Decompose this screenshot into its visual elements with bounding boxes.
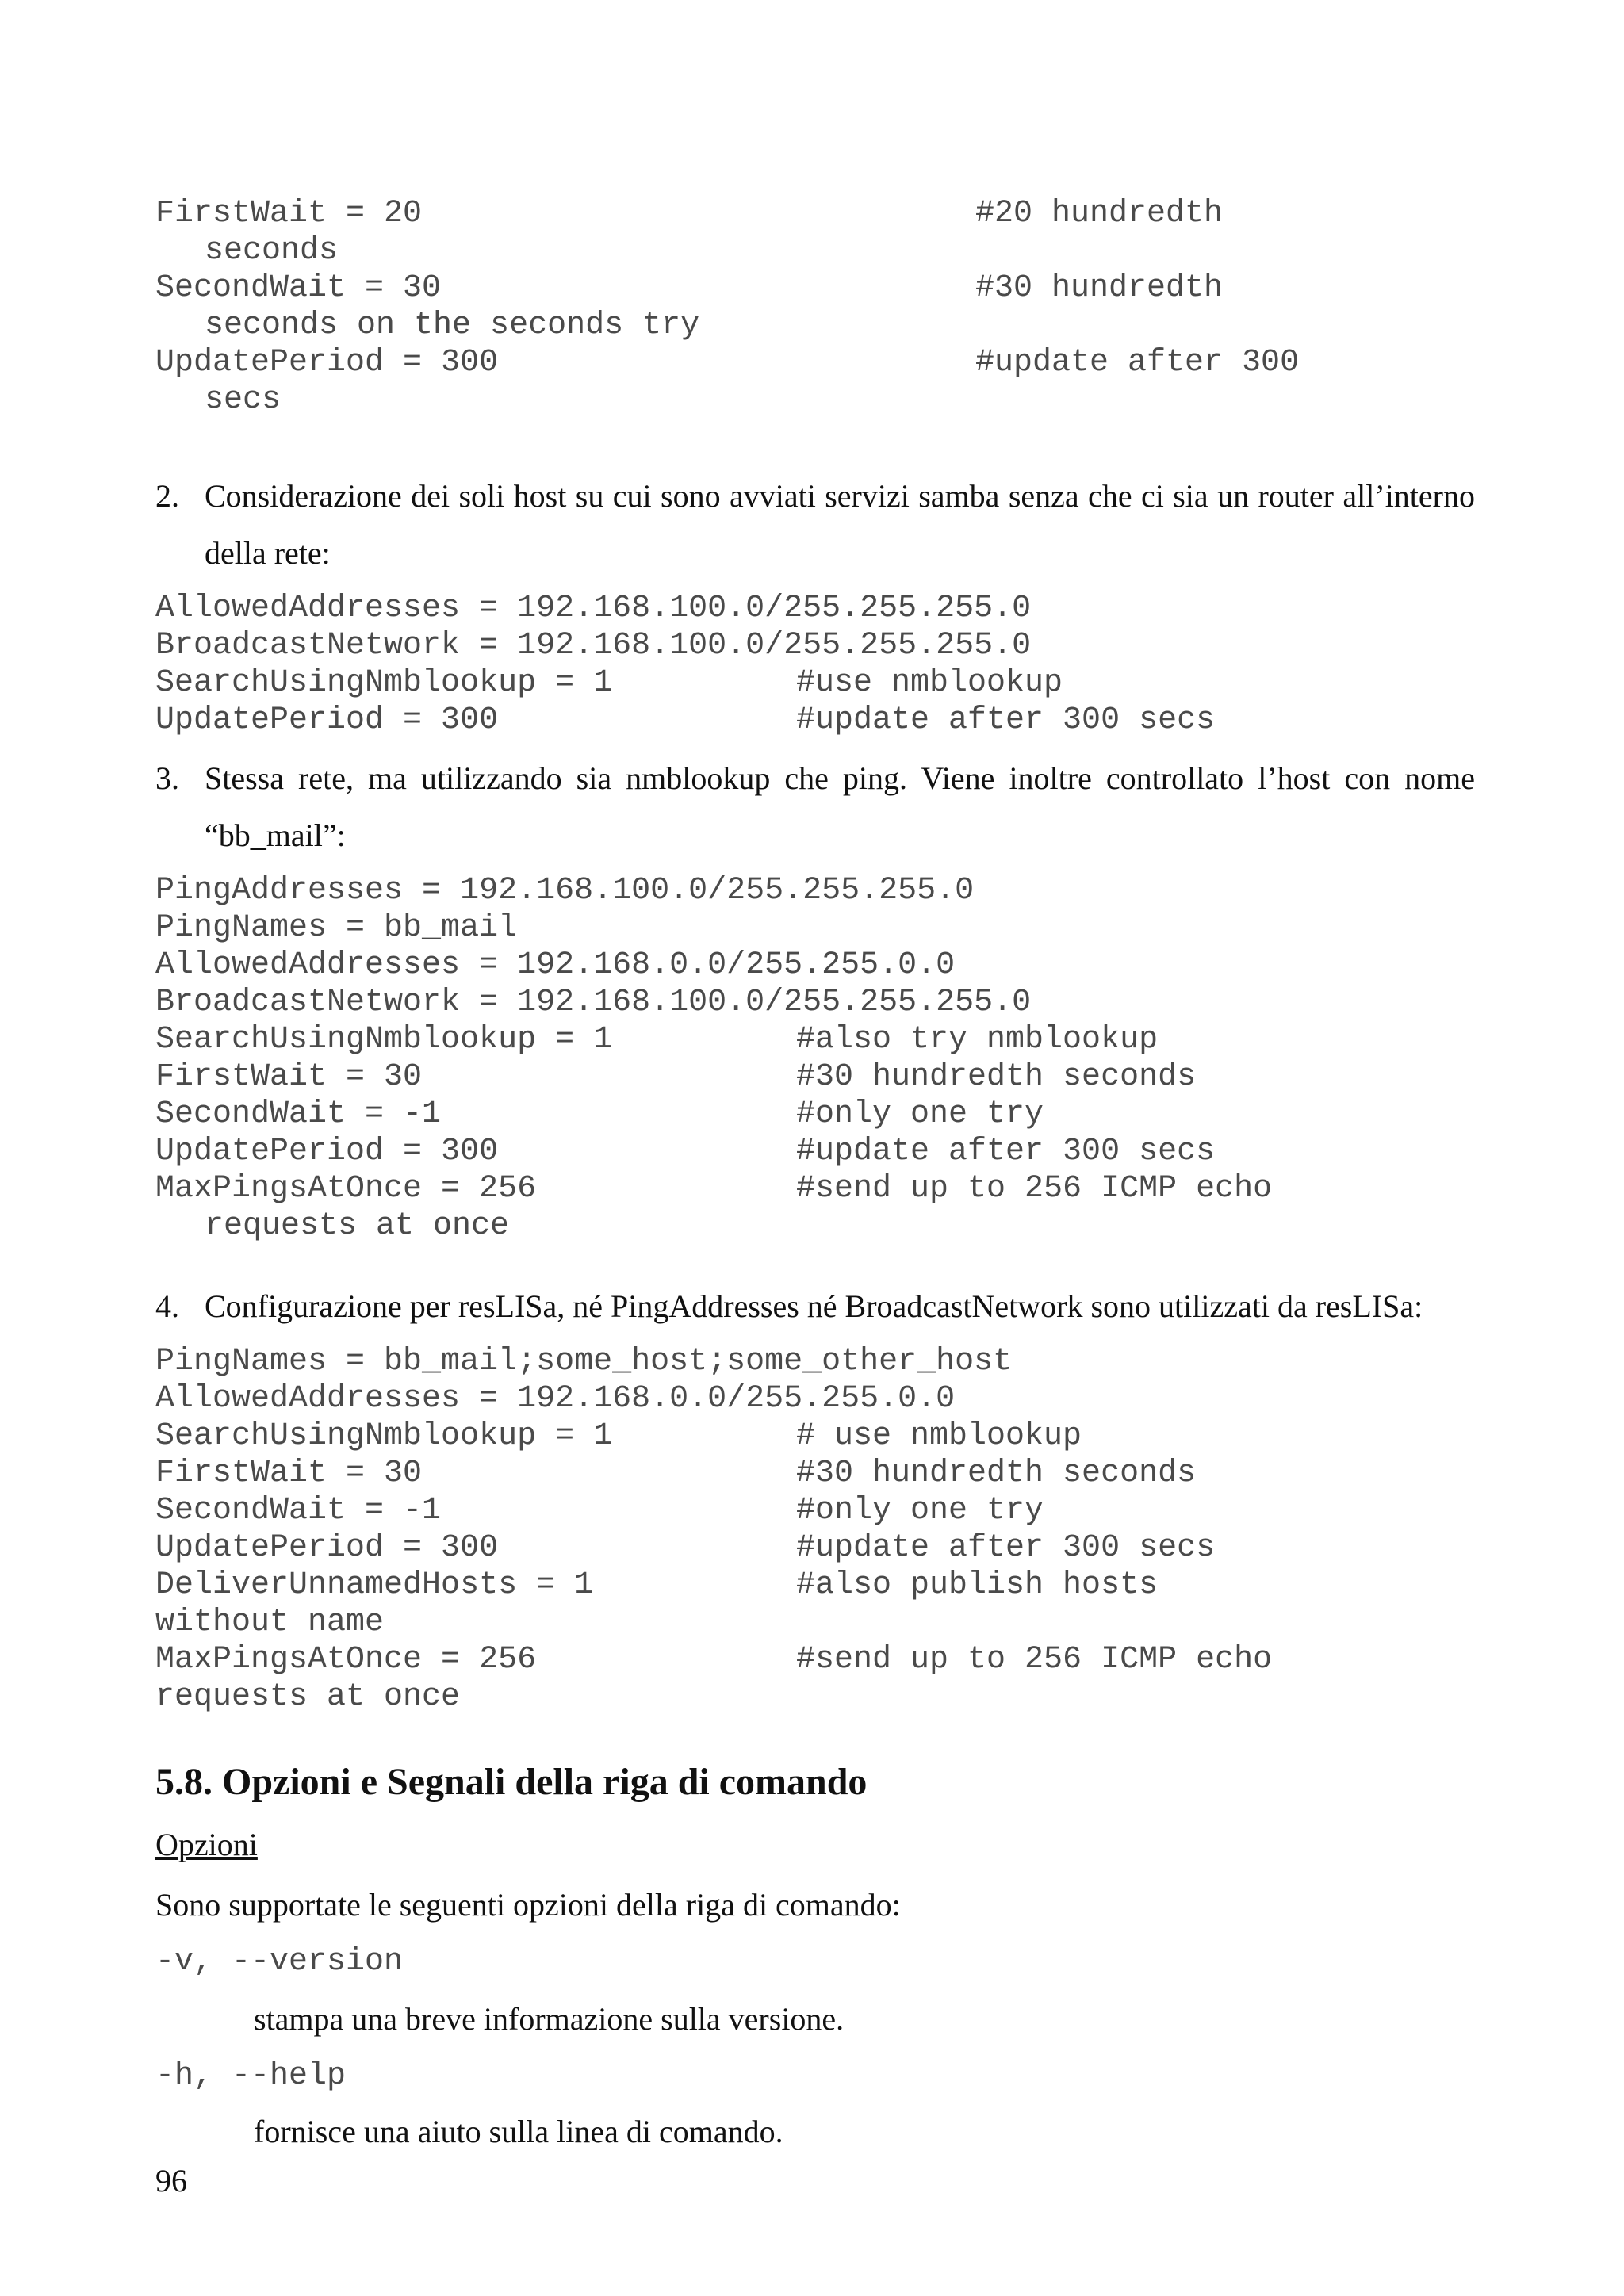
config-code-block-1 — [155, 195, 1300, 419]
code-line — [155, 1567, 1159, 1604]
code-line — [155, 195, 1224, 232]
code-line — [155, 1529, 1216, 1567]
code-setting: UpdatePeriod = 300 — [155, 345, 499, 381]
code-line — [155, 984, 1031, 1021]
code-setting: UpdatePeriod = 300 — [155, 1134, 499, 1169]
code-setting: SearchUsingNmblookup = 1 — [155, 665, 613, 701]
code-line — [155, 232, 699, 270]
code-line — [155, 664, 1063, 702]
code-setting: MaxPingsAtOnce = 256 — [155, 1171, 537, 1207]
option-description: stampa una breve informazione sulla versione. — [254, 2001, 845, 2037]
code-line — [155, 590, 1031, 627]
code-setting: SecondWait = -1 — [155, 1493, 442, 1529]
code-setting: FirstWait = 20 — [155, 196, 423, 232]
code-setting: AllowedAddresses = 192.168.0.0/255.255.0.0 — [155, 947, 956, 983]
code-setting: BroadcastNetwork = 192.168.100.0/255.255.255.0 — [155, 985, 1032, 1020]
list-item-text: Stessa rete, ma utilizzando sia nmblookup che ping. Viene inoltre controllato l’host con nome “bb_mail”: — [205, 760, 1475, 853]
list-item-3 — [155, 750, 1475, 864]
option-flag: -h, --help — [155, 2058, 347, 2094]
code-line — [155, 909, 1031, 947]
code-setting: PingNames = bb_mail — [155, 910, 518, 946]
code-line — [155, 1380, 1012, 1418]
code-setting: SearchUsingNmblookup = 1 — [155, 1418, 613, 1454]
code-line — [155, 381, 699, 419]
code-line — [155, 1418, 1082, 1455]
code-setting: UpdatePeriod = 300 — [155, 702, 499, 738]
code-comment: #only one try — [796, 1096, 1044, 1132]
list-item-text: Configurazione per resLISa, né PingAddresses né BroadcastNetwork sono utilizzati da resLISa: — [205, 1288, 1423, 1324]
code-comment: #also try nmblookup — [796, 1022, 1159, 1058]
code-line-continuation: requests at once — [155, 1679, 461, 1715]
code-comment: #send up to 256 ICMP echo — [796, 1171, 1273, 1207]
code-line — [155, 627, 1031, 664]
code-line — [155, 1678, 1012, 1716]
config-code-block-3 — [155, 872, 1273, 1245]
code-setting: SecondWait = 30 — [155, 270, 442, 306]
list-item-number: 2. — [155, 478, 179, 514]
code-comment: #use nmblookup — [796, 665, 1063, 701]
code-line — [155, 307, 699, 344]
list-item-4 — [155, 1278, 1475, 1335]
list-item-number: 4. — [155, 1288, 179, 1324]
list-item-text: Considerazione dei soli host su cui sono avviati servizi samba senza che ci sia un router all’interno della rete: — [205, 478, 1475, 571]
code-line — [155, 1133, 1216, 1170]
code-comment: #30 hundredth — [975, 270, 1224, 306]
code-line — [155, 872, 1031, 909]
list-item-number: 3. — [155, 760, 179, 796]
code-setting: FirstWait = 30 — [155, 1456, 423, 1491]
code-line — [155, 1096, 1044, 1133]
config-code-block-4 — [155, 1343, 1273, 1716]
option-description: fornisce una aiuto sulla linea di comando. — [254, 2114, 783, 2149]
code-comment: # use nmblookup — [796, 1418, 1082, 1454]
code-line — [155, 1207, 1031, 1245]
code-comment: #update after 300 secs — [796, 702, 1216, 738]
code-comment: #30 hundredth seconds — [796, 1456, 1197, 1491]
code-setting: AllowedAddresses = 192.168.0.0/255.255.0.0 — [155, 1381, 956, 1417]
code-line — [155, 1343, 1012, 1380]
code-line — [155, 1170, 1273, 1207]
code-line-continuation: requests at once — [205, 1208, 510, 1244]
code-setting: FirstWait = 30 — [155, 1059, 423, 1095]
code-setting: DeliverUnnamedHosts = 1 — [155, 1567, 594, 1603]
code-line — [155, 1058, 1197, 1096]
code-comment: #30 hundredth seconds — [796, 1059, 1197, 1095]
code-setting: UpdatePeriod = 300 — [155, 1530, 499, 1566]
list-item-2 — [155, 468, 1475, 582]
code-line-continuation: seconds on the seconds try — [205, 308, 700, 343]
code-line — [155, 947, 1031, 984]
section-heading: 5.8. Opzioni e Segnali della riga di comando — [155, 1761, 868, 1803]
code-line — [155, 1021, 1159, 1058]
code-setting: PingAddresses = 192.168.100.0/255.255.255.0 — [155, 873, 975, 909]
code-setting: SecondWait = -1 — [155, 1096, 442, 1132]
intro-paragraph: Sono supportate le seguenti opzioni della riga di comando: — [155, 1887, 901, 1923]
code-line — [155, 1641, 1273, 1678]
subsection-heading: Opzioni — [155, 1827, 258, 1862]
code-setting: BroadcastNetwork = 192.168.100.0/255.255.255.0 — [155, 628, 1032, 664]
code-line-continuation: seconds — [205, 233, 339, 269]
code-comment: #only one try — [796, 1493, 1044, 1529]
code-setting: AllowedAddresses = 192.168.100.0/255.255.255.0 — [155, 591, 1032, 626]
code-line — [155, 270, 1224, 307]
code-line-continuation: secs — [205, 382, 282, 418]
code-setting: SearchUsingNmblookup = 1 — [155, 1022, 613, 1058]
code-setting: PingNames = bb_mail;some_host;some_other_host — [155, 1344, 1013, 1380]
code-comment: #update after 300 secs — [796, 1530, 1216, 1566]
code-line — [155, 1455, 1197, 1492]
code-comment: #also publish hosts — [796, 1567, 1159, 1603]
code-comment: #send up to 256 ICMP echo — [796, 1642, 1273, 1678]
code-line — [155, 1492, 1044, 1529]
option-flag: -v, --version — [155, 1944, 404, 1980]
code-line — [155, 344, 1300, 381]
code-line — [155, 702, 1216, 739]
code-comment: #20 hundredth — [975, 196, 1224, 232]
code-line-continuation: without name — [155, 1605, 385, 1640]
code-comment: #update after 300 secs — [796, 1134, 1216, 1169]
page-number: 96 — [155, 2163, 187, 2198]
code-setting: MaxPingsAtOnce = 256 — [155, 1642, 537, 1678]
code-line — [155, 1604, 1012, 1641]
code-comment: #update after 300 — [975, 345, 1300, 381]
config-code-block-2 — [155, 590, 1216, 739]
